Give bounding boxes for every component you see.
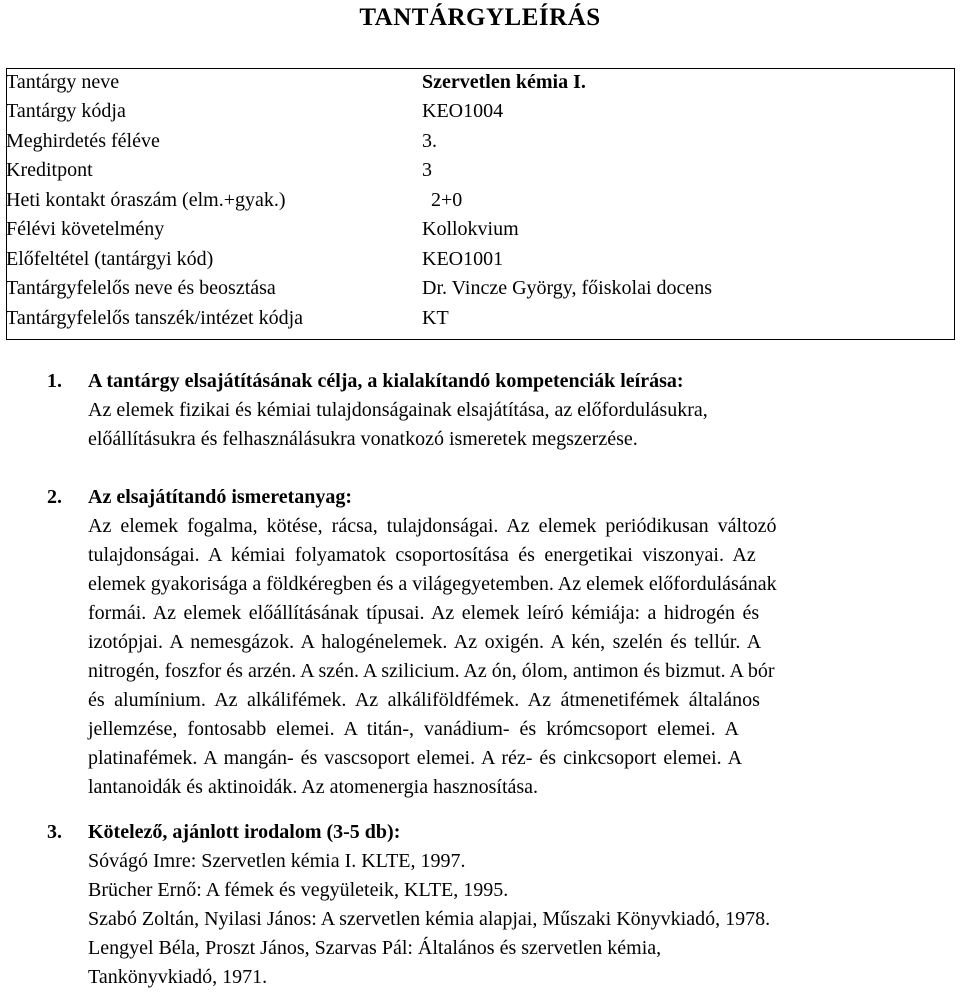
info-value: KEO1004 (422, 100, 504, 122)
info-row-requirement (6, 216, 946, 242)
section-heading (47, 818, 951, 847)
info-label: Kreditpont (6, 159, 93, 181)
info-label: Előfeltétel (tantárgyi kód) (6, 248, 214, 270)
body-line: nitrogén, foszfor és arzén. A szén. A szilicium. Az ón, ólom, antimon és bizmut. A bór (88, 660, 775, 682)
body-line: platinafémek. A mangán- és vascsoport elemei. A réz- és cinkcsoport elemei. A (88, 747, 743, 769)
body-line: formái. Az elemek előállításának típusai. Az elemek leíró kémiája: a hidrogén és (88, 602, 760, 624)
info-label: Tantárgyfelelős tanszék/intézet kódja (6, 307, 304, 329)
info-row-department (6, 305, 946, 331)
section-literature (47, 818, 951, 992)
info-row-course-name (6, 69, 946, 95)
literature-item: Lengyel Béla, Proszt János, Szarvas Pál: Általános és szervetlen kémia, (88, 937, 662, 959)
section-title: A tantárgy elsajátításának célja, a kialakítandó kompetenciák leírása: (88, 370, 684, 392)
literature-list (88, 847, 951, 992)
section-curriculum (47, 483, 951, 802)
info-value: 2+0 (431, 189, 463, 211)
info-label: Heti kontakt óraszám (elm.+gyak.) (6, 189, 286, 211)
body-line: jellemzése, fontosabb elemei. A titán-, vanádium- és krómcsoport elemei. A (88, 718, 739, 740)
info-label: Meghirdetés féléve (6, 130, 160, 152)
body-line: Az elemek fogalma, kötése, rácsa, tulajdonságai. Az elemek periódikusan változó (88, 515, 777, 537)
body-line: előállításukra és felhasználásukra vonatkozó ismeretek megszerzése. (88, 428, 638, 450)
body-line: tulajdonságai. A kémiai folyamatok csoportosítása és energetikai viszonyai. Az (88, 544, 756, 566)
section-heading (47, 367, 951, 396)
section-number: 3. (47, 821, 62, 843)
info-value: 3. (422, 130, 437, 152)
info-label: Tantárgy kódja (6, 100, 126, 122)
body-line: Az elemek fizikai és kémiai tulajdonságainak elsajátítása, az előfordulásukra, (88, 399, 708, 421)
body-line: izotópjai. A nemesgázok. A halogénelemek. Az oxigén. A kén, szelén és tellúr. A (88, 631, 762, 653)
info-label: Tantárgyfelelős neve és beosztása (6, 277, 276, 299)
literature-item: Brücher Ernő: A fémek és vegyületeik, KLTE, 1995. (88, 879, 509, 901)
info-row-semester (6, 128, 946, 154)
info-value: 3 (422, 159, 432, 181)
body-line: és alumínium. Az alkálifémek. Az alkáliföldfémek. Az átmenetifémek általános (88, 689, 760, 711)
info-row-course-code (6, 98, 946, 124)
section-title: Kötelező, ajánlott irodalom (3-5 db): (88, 821, 401, 843)
info-row-contact-hours (6, 187, 946, 213)
literature-item: Szabó Zoltán, Nyilasi János: A szervetlen kémia alapjai, Műszaki Könyvkiadó, 1978. (88, 908, 771, 930)
section-body (88, 512, 951, 802)
section-title: Az elsajátítandó ismeretanyag: (88, 486, 353, 508)
info-row-prerequisite (6, 246, 946, 272)
section-heading (47, 483, 951, 512)
info-value: Dr. Vincze György, főiskolai docens (422, 277, 713, 299)
info-row-credits (6, 157, 946, 183)
info-value: KT (422, 307, 449, 329)
page-title: TANTÁRGYLEÍRÁS (359, 4, 601, 31)
info-value: Szervetlen kémia I. (422, 71, 586, 93)
info-label: Tantárgy neve (6, 71, 120, 93)
section-number: 2. (47, 486, 62, 508)
info-value: KEO1001 (422, 248, 504, 270)
literature-item: Tankönyvkiadó, 1971. (88, 966, 268, 988)
info-value: Kollokvium (422, 218, 519, 240)
section-number: 1. (47, 370, 62, 392)
section-objectives (47, 367, 951, 454)
literature-item: Sóvágó Imre: Szervetlen kémia I. KLTE, 1997. (88, 850, 466, 872)
body-line: lantanoidák és aktinoidák. Az atomenergia hasznosítása. (88, 776, 539, 798)
body-line: elemek gyakorisága a földkéregben és a világegyetemben. Az elemek előfordulásának (88, 573, 777, 595)
info-row-responsible (6, 275, 946, 301)
section-body (88, 396, 951, 454)
info-label: Félévi követelmény (6, 218, 165, 240)
